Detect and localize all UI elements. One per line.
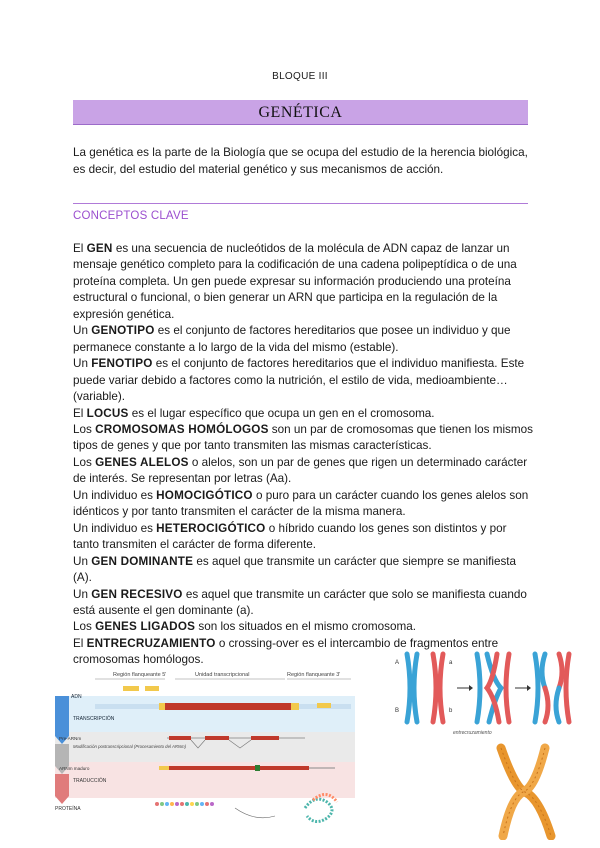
homologous-pair-crossing (477, 654, 509, 722)
definition-term: GEN RECESIVO (91, 587, 183, 601)
x-chromosome (501, 748, 551, 836)
label-mature-mrna: ARNm maduro (59, 766, 90, 771)
section-heading-text: CONCEPTOS CLAVE (73, 210, 189, 222)
intro-paragraph: La genética es la parte de la Biología que se ocupa del estudio de la herencia biológica, es decir, del estudio del material genético y sus mecanismos de acción. (73, 146, 528, 176)
label-flank-5: Región flanqueante 5' (113, 672, 167, 678)
label-protein: PROTEÍNA (55, 806, 81, 812)
section-heading (73, 207, 528, 222)
label-flank-3: Región flanqueante 3' (287, 672, 341, 678)
definition-term: CROMOSOMAS HOMÓLOGOS (95, 422, 269, 436)
definition-term: GENES LIGADOS (95, 620, 196, 634)
promoter-box (145, 686, 159, 691)
label-dna: ADN (71, 694, 82, 700)
definition-item: Un FENOTIPO es el conjunto de factores hereditarios que el individuo manifiesta. Este puede variar debido a factores como la nutrición, el estilo de vida, medioambiente… (variable). (73, 357, 525, 404)
homologous-pair-after (535, 654, 569, 722)
gene-expression-diagram (55, 668, 355, 828)
definition-term: ENTRECRUZAMIENTO (86, 636, 216, 650)
definition-item: Los GENES ALELOS o alelos, son un par de genes que rigen un determinado carácter de interés. Se representan por letras (Aa). (73, 455, 528, 486)
arrow-processing (55, 744, 69, 766)
definition-term: LOCUS (86, 406, 129, 420)
allele-label-a: a (449, 660, 453, 666)
definition-item: El ENTRECRUZAMIENTO o crossing-over es el intercambio de fragmentos entre cromosomas homólogos. (73, 636, 499, 667)
definition-item: Los GENES LIGADOS son los situados en el mismo cromosoma. (73, 620, 416, 634)
folded-protein (305, 799, 332, 821)
definition-term: GEN DOMINANTE (91, 554, 194, 568)
definitions-list (73, 241, 533, 669)
label-translation: TRADUCCIÓN (73, 778, 107, 784)
definition-term: GENOTIPO (91, 324, 155, 338)
enhancer-box (123, 686, 139, 691)
definition-item: Un individuo es HOMOCIGÓTICO o puro para un carácter cuando los genes alelos son idénticos y por tanto transmiten el carácter de la misma manera. (73, 488, 529, 519)
homologous-pair-before (407, 654, 443, 722)
definition-item: Un GEN RECESIVO es aquel que transmite un carácter que solo se manifiesta cuando está ausente el gen dominante (a). (73, 587, 527, 617)
label-transcriptional-unit: Unidad transcripcional (195, 672, 250, 678)
crossing-over-figure (393, 650, 583, 840)
figure-caption: entrecruzamiento (453, 730, 492, 736)
block-label: BLOQUE III (272, 71, 328, 82)
allele-label-A: A (395, 660, 400, 666)
page-title: GENÉTICA (73, 100, 528, 125)
definition-term: HOMOCIGÓTICO (156, 488, 253, 502)
label-transcription: TRANSCRIPCIÓN (73, 716, 115, 722)
definition-item: Un GEN DOMINANTE es aquel que transmite un carácter que siempre se manifiesta (A). (73, 554, 517, 585)
allele-label-B: B (395, 708, 400, 714)
arrow-transcription (55, 696, 69, 736)
arrow-translation (55, 774, 69, 796)
gene-diagram-svg (55, 668, 355, 828)
label-pre-arnm: Pre-ARNm (59, 736, 82, 741)
section-divider (73, 203, 528, 204)
definition-item: Un individuo es HETEROCIGÓTICO o híbrido cuando los genes son distintos y por tanto transmiten el carácter de forma diferente. (73, 521, 507, 552)
definition-item: El GEN es una secuencia de nucleótidos de la molécula de ADN capaz de lanzar un mensaje genético completo para la codificación de una cadena polipeptídica o de una proteína completa. Un gen puede expresar su información produciendo una proteína estructural o funcional, o bien generar un ARN que participa en la regulación de la expresión genética. (73, 242, 517, 321)
definition-item: Los CROMOSOMAS HOMÓLOGOS son un par de cromosomas que tienen los mismos tipos de genes y que por tanto transmiten las mismas características. (73, 422, 533, 453)
definition-item: El LOCUS es el lugar específico que ocupa un gen en el cromosoma. (73, 406, 435, 420)
chromosome-svg (393, 650, 583, 840)
definition-term: GEN (86, 242, 113, 255)
polypeptide-chain (155, 802, 214, 806)
label-processing: Modificación postranscripcional (Procesamiento del ARNm) (73, 744, 187, 749)
definition-term: FENOTIPO (91, 357, 153, 371)
band-dna (55, 696, 355, 732)
allele-label-b: b (449, 708, 453, 714)
definition-term: HETEROCIGÓTICO (156, 521, 266, 535)
definition-item: Un GENOTIPO es el conjunto de factores hereditarios que posee un individuo y que permanece constante a lo largo de la vida del mismo (estable). (73, 324, 511, 354)
mature-mrna (159, 766, 309, 770)
definition-term: GENES ALELOS (95, 455, 189, 469)
gene-coding-region (163, 703, 291, 710)
